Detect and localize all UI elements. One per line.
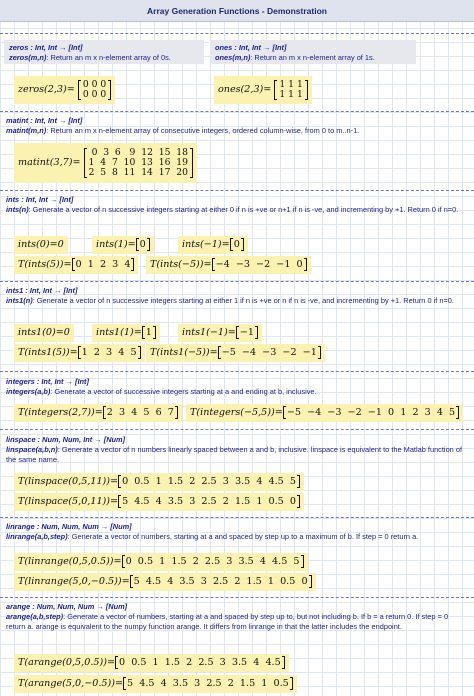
ones-usage: ones(m,n): Return an m x n-element array of 1s. (215, 53, 375, 62)
ones-signature: ones : Int, Int → [Int] (215, 43, 287, 52)
arange-example-1: T(arange(0,5,0.5))= 0 0.5 1 1.5 2 2.5 3 3.5 4 4.5 (14, 654, 289, 672)
ints1-example-0: ints1(0)=0 (14, 324, 74, 342)
integers-description: integers : Int, Int → [Int] integers(a,b): Generate a vector of successive integers starting at a and ending at b, inclusive. (6, 377, 317, 396)
ints1-description: ints1 : Int, Int → [Int] ints1(n): Generate a vector of n successive integers starting at either 1 if n is +ve or n if n is -ve, and incrementing by +1. Return 0 if n=0. (6, 286, 454, 305)
page-title: Array Generation Functions - Demonstration (0, 0, 474, 22)
section-divider (0, 281, 474, 282)
ints-example-neg1: ints(−1)= 0 (178, 236, 248, 254)
matint-example: matint(3,7)= 0 3 6 9 12 15 18 1 4 7 10 13 16 19 2 5 8 11 14 17 20 (14, 143, 197, 183)
ints-description: ints : Int, Int → [Int] ints(n): Generate a vector of n successive integers starting at either 0 if n is +ve or n+1 if n is -ve, and incrementing by +1. Return 0 if n=0. (6, 195, 459, 214)
arange-example-2: T(arange(5,0,−0.5))= 5 4.5 4 3.5 3 2.5 2 1.5 1 0.5 (14, 675, 297, 693)
section-divider (0, 111, 474, 112)
ints1-example-5: T(ints1(5))= 1 2 3 4 5 (14, 344, 145, 362)
ints-example-5: T(ints(5))= 0 1 2 3 4 (14, 256, 138, 274)
integers-example-1: T(integers(2,7))= 2 3 4 5 6 7 (14, 404, 182, 422)
ones-example: ones(2,3)= 1 1 1 1 1 1 (214, 76, 312, 104)
zeros-usage: zeros(m,n): Return an m x n-element array of 0s. (9, 53, 171, 62)
linspace-description: linspace : Num, Num, Int → [Num] linspace(a,b,n): Generate a vector of n numbers linearly spaced between a and b, inclusive. linspace is equivalent to the Matlab function of the same name. (6, 435, 463, 464)
section-divider (0, 190, 474, 191)
ints-example-0: ints(0)=0 (14, 236, 68, 254)
ints1-example-1: ints1(1)= 1 (92, 324, 160, 342)
arange-description: arange : Num, Num, Num → [Num] arange(a,b,step): Generate a vector of numbers, starting at a and spaced by step up to, but not including b. If b = a return 0. If step = 0 return a. arange is equivalent to the numpy function arange. It differs from linrange in that the latter includes the endpoint. (6, 602, 449, 631)
linrange-example-1: T(linrange(0,5,0.5))= 0 0.5 1 1.5 2 2.5 3 3.5 4 4.5 5 (14, 553, 308, 571)
section-divider (0, 429, 474, 430)
ones-matrix: 1 1 1 1 1 1 (274, 80, 307, 100)
linrange-example-2: T(linrange(5,0,−0.5))= 5 4.5 4 3.5 3 2.5 2 1.5 1 0.5 0 (14, 573, 316, 591)
integers-example-2: T(integers(−5,5))= −5 −4 −3 −2 −1 0 1 2 3 4 5 (186, 404, 463, 422)
section-divider (0, 371, 474, 372)
section-divider (0, 517, 474, 518)
ints1-example-neg5: T(ints1(−5))= −5 −4 −3 −2 −1 (146, 344, 325, 362)
zeros-signature-box (4, 40, 204, 64)
linrange-description: linrange : Num, Num, Num → [Num] linrange(a,b,step): Generate a vector of numbers, starting at a and spaced by step up to a maximum of b. If step = 0 return a. (6, 522, 419, 541)
ints-example-neg5: T(ints(−5))= −4 −3 −2 −1 0 (146, 256, 311, 274)
zeros-matrix: 0 0 0 0 0 0 (78, 80, 111, 100)
ints1-example-neg1: ints1(−1)= −1 (178, 324, 262, 342)
section-divider (0, 33, 474, 34)
zeros-example: zeros(2,3)= 0 0 0 0 0 0 (14, 76, 115, 104)
ones-signature-box (210, 40, 416, 64)
ints-example-1: ints(1)= 0 (92, 236, 154, 254)
matint-description: matint : Int, Int → [Int] matint(m,n): Return an m x n-element array of consecutive integers, ordered column-wise, from 0 to m..n-1. (6, 116, 360, 135)
zeros-signature: zeros : Int, Int → [Int] (9, 43, 83, 52)
linspace-example-2: T(linspace(5,0,11))= 5 4.5 4 3.5 3 2.5 2 1.5 1 0.5 0 (14, 493, 304, 511)
matint-matrix: 0 3 6 9 12 15 18 1 4 7 10 13 16 19 2 5 8 11 14 17 20 (84, 148, 193, 178)
section-divider (0, 597, 474, 598)
linspace-example-1: T(linspace(0,5,11))= 0 0.5 1 1.5 2 2.5 3 3.5 4 4.5 5 (14, 473, 304, 491)
